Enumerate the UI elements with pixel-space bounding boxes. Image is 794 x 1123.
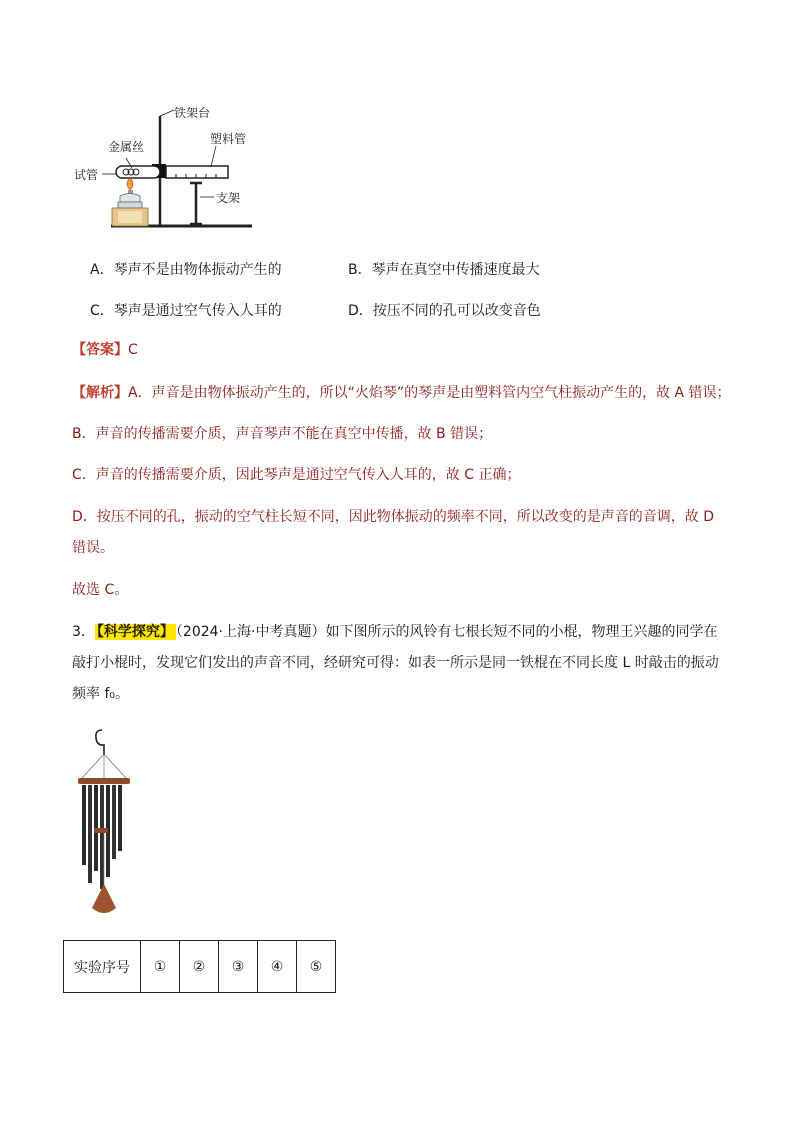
wind-chime-drawing — [76, 728, 138, 918]
analysis-line-2: B．声音的传播需要介质，声音琴声不能在真空中传播，故 B 错误； — [72, 426, 493, 442]
option-b: B．琴声在真空中传播速度最大 — [348, 262, 540, 278]
table-cell: ④ — [258, 941, 297, 993]
question-source: （2024·上海·中考真题） — [175, 624, 326, 640]
label-stand: 铁架台 — [174, 106, 211, 120]
experiment-table — [63, 940, 336, 993]
option-c: C．琴声是通过空气传入人耳的 — [90, 303, 282, 319]
table-row — [64, 941, 336, 993]
question-3-line-3: 频率 f₀。 — [72, 686, 129, 702]
table-cell: ⑤ — [297, 941, 336, 993]
label-test-tube: 试管 — [74, 168, 99, 182]
label-support: 支架 — [216, 191, 241, 205]
wind-chime-image — [76, 728, 138, 918]
question-3 — [72, 617, 732, 710]
analysis-line-5: 错误。 — [72, 540, 114, 556]
answer-value: C — [128, 342, 138, 358]
table-cell: ③ — [219, 941, 258, 993]
question-3-line-1: 3． 【科学探究】 （2024·上海·中考真题）如下图所示的风铃有七根长短不同的小棍，物理王兴趣的同学在 — [72, 624, 718, 640]
answer-line — [72, 339, 138, 361]
option-a: A．琴声不是由物体振动产生的 — [90, 262, 282, 278]
label-wire: 金属丝 — [108, 140, 145, 154]
analysis-conclusion: 故选 C。 — [72, 582, 129, 598]
question-3-line-2: 敲打小棍时，发现它们发出的声音不同，经研究可得：如表一所示是同一铁棍在不同长度 L 时敲击的振动 — [72, 655, 719, 671]
question-tag: 【科学探究】 — [96, 624, 174, 640]
analysis-line-1: 【解析】A．声音是由物体振动产生的，所以“火焰琴”的琴声是由塑料管内空气柱振动产生的，故 A 错误； — [72, 385, 731, 401]
question-number: 3． — [72, 624, 95, 640]
analysis-tag: 【解析】 — [72, 385, 128, 401]
apparatus-figure — [66, 98, 266, 234]
analysis-line-4: D．按压不同的孔，振动的空气柱长短不同，因此物体振动的频率不同，所以改变的是声音的音调，故 D — [72, 509, 715, 525]
table-header-cell: 实验序号 — [64, 941, 141, 993]
table-cell: ② — [180, 941, 219, 993]
option-d: D．按压不同的孔可以改变音色 — [348, 303, 541, 319]
label-plastic-tube: 塑料管 — [210, 132, 247, 146]
answer-tag: 【答案】 — [72, 342, 128, 358]
analysis-line-3: C．声音的传播需要介质，因此琴声是通过空气传入人耳的，故 C 正确； — [72, 467, 521, 483]
table-cell: ① — [141, 941, 180, 993]
